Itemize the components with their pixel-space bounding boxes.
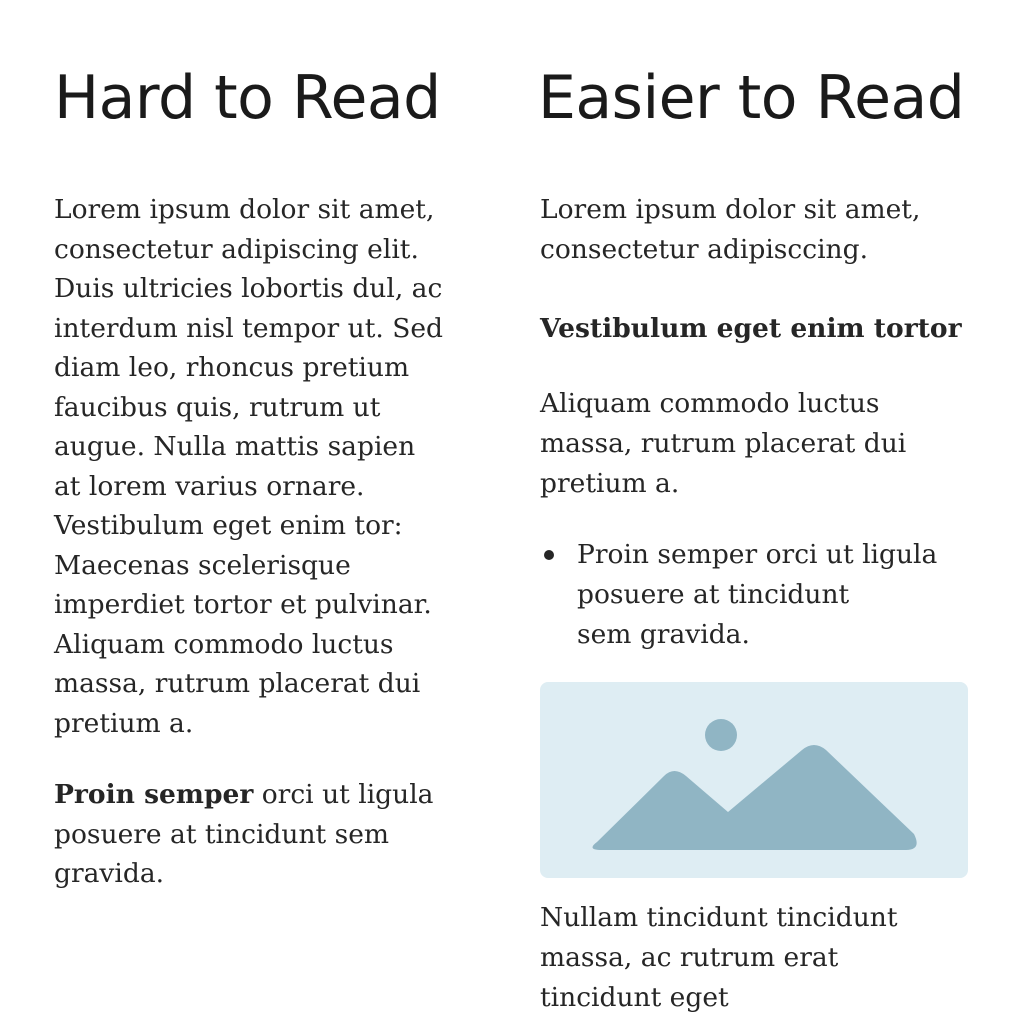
hard-to-read-heading: Hard to Read: [54, 63, 441, 133]
list-item-text: [577, 535, 937, 655]
paragraph-line: Vestibulum eget enim tor:: [54, 510, 403, 541]
paragraph-line: [54, 775, 433, 815]
easier-to-read-heading: Easier to Read: [538, 63, 965, 133]
paragraph-line: interdum nisl tempor ut. Sed: [54, 312, 443, 344]
paragraph-line: Aliquam commodo luctus: [540, 388, 880, 419]
paragraph-line: massa, ac rutrum erat: [540, 942, 839, 973]
paragraph-line: gravida.: [54, 858, 165, 889]
paragraph-line: faucibus quis, rutrum ut: [54, 391, 381, 423]
hard-to-read-closing-paragraph: [54, 775, 433, 894]
bold-phrase: Proin semper: [54, 779, 254, 810]
paragraph-line: augue. Nulla mattis sapien: [54, 431, 416, 462]
body-paragraph: [540, 384, 906, 504]
closing-paragraph: [540, 898, 898, 1018]
paragraph-line: imperdiet tortor et pulvinar.: [54, 589, 432, 620]
paragraph-line: Aliquam commodo luctus: [54, 628, 394, 660]
paragraph-line: consectetur adipisccing.: [540, 233, 869, 265]
sun-icon: [705, 719, 737, 751]
list-item-line: Proin semper orci ut ligula: [577, 539, 938, 570]
list-item-line: sem gravida.: [577, 619, 750, 650]
paragraph-line: at lorem varius ornare.: [54, 470, 365, 502]
paragraph-line: Duis ultricies lobortis dul, ac: [54, 273, 443, 304]
paragraph-line: pretium a.: [54, 707, 194, 739]
list-item-line: posuere at tincidunt: [577, 579, 850, 610]
subheading: Vestibulum eget enim tortor: [540, 313, 962, 344]
paragraph-line: consectetur adipiscing elit.: [54, 233, 419, 265]
paragraph-line: pretium a.: [540, 468, 680, 499]
intro-paragraph: [540, 190, 920, 269]
paragraph-line: posuere at tincidunt sem: [54, 818, 390, 850]
bullet-icon: [544, 550, 554, 560]
landscape-image-icon: [540, 682, 968, 878]
paragraph-line: Lorem ipsum dolor sit amet,: [54, 194, 435, 225]
hard-to-read-paragraph: [54, 190, 443, 743]
paragraph-line: massa, rutrum placerat dui: [540, 428, 907, 459]
paragraph-line: tincidunt eget: [540, 982, 729, 1013]
paragraph-line-rest: orci ut ligula: [253, 779, 434, 810]
paragraph-line: massa, rutrum placerat dui: [54, 668, 421, 699]
image-placeholder: [540, 682, 968, 878]
paragraph-line: Lorem ipsum dolor sit amet,: [540, 194, 921, 225]
paragraph-line: Nullam tincidunt tincidunt: [540, 902, 898, 933]
paragraph-line: diam leo, rhoncus pretium: [54, 352, 410, 383]
paragraph-line: Maecenas scelerisque: [54, 549, 351, 581]
mountain-icon: [593, 745, 917, 850]
